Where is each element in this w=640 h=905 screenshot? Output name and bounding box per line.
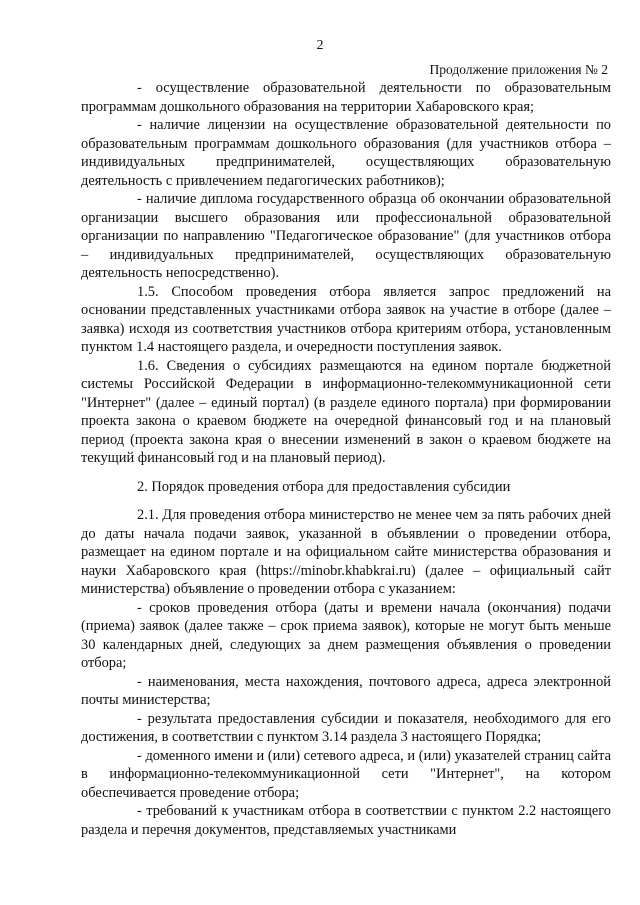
announcement-item-ministry-contacts: - наименования, места нахождения, почтового адреса, адреса электронной почты министерства; (81, 673, 611, 708)
clause-1-6: 1.6. Сведения о субсидиях размещаются на едином портале бюджетной системы Российской Федерации в информационно-телекоммуникационной сети "Интернет" (далее – единый портал) (в разделе единого портала) при формировании проекта закона о краевом бюджете на очередной финансовый год и на плановый период (проекта закона края о внесении изменений в закон о краевом бюджете на текущий финансовый год и на плановый период). (81, 357, 611, 466)
page-number: 2 (316, 38, 324, 53)
announcement-item-requirements: - требований к участникам отбора в соответствии с пунктом 2.2 настоящего раздела и перечня документов, представляемых участниками (81, 803, 611, 838)
announcement-item-deadlines: - сроков проведения отбора (даты и времени начала (окончания) подачи (приема) заявок (далее также – срок приема заявок), которые не могут быть меньше 30 календарных дней, следующих за днем размещения объявления о проведении отбора; (81, 599, 611, 671)
section-2-heading: 2. Порядок проведения отбора для предоставления субсидии (137, 478, 511, 495)
criteria-item-license: - наличие лицензии на осуществление образовательной деятельности по образовательным программам дошкольного образования (для участников отбора – индивидуальных предпринимателей, осуществляющих образовательную деятельность с привлечением педагогических работников); (81, 117, 611, 189)
criteria-item-education-activity: - осуществление образовательной деятельности по образовательным программам дошкольного образования на территории Хабаровского края; (81, 80, 611, 115)
clause-2-1: 2.1. Для проведения отбора министерство не менее чем за пять рабочих дней до даты начала подачи заявок, указанной в объявлении о проведении отбора, размещает на едином портале и на официальном сайте министерства образования и науки Хабаровского края (https://minobr.khabkrai.ru) (далее – официальный сайт министерства) объявление о проведении отбора с указанием: (81, 507, 611, 597)
clause-1-5: 1.5. Способом проведения отбора является запрос предложений на основании представленных участниками отбора заявок на участие в отборе (далее – заявка) исходя из соответствия участников отбора критериям отбора, установленным пунктом 1.4 настоящего раздела, и очередности поступления заявок. (81, 283, 611, 355)
appendix-continuation-label: Продолжение приложения № 2 (429, 62, 608, 77)
announcement-item-domain: - доменного имени и (или) сетевого адреса, и (или) указателей страниц сайта в информационно-телекоммуникационной сети "Интернет", на котором обеспечивается проведение отбора; (81, 747, 611, 801)
criteria-item-diploma: - наличие диплома государственного образца об окончании образовательной организации высшего образования или профессиональной образовательной организации по направлению "Педагогическое образование" (для участников отбора – индивидуальных предпринимателей, осуществляющих образовательную деятельность непосредственно). (81, 191, 611, 281)
document-body (81, 79, 611, 839)
announcement-item-result: - результата предоставления субсидии и показателя, необходимого для его достижения, в соответствии с пунктом 3.14 раздела 3 настоящего Порядка; (81, 710, 611, 745)
